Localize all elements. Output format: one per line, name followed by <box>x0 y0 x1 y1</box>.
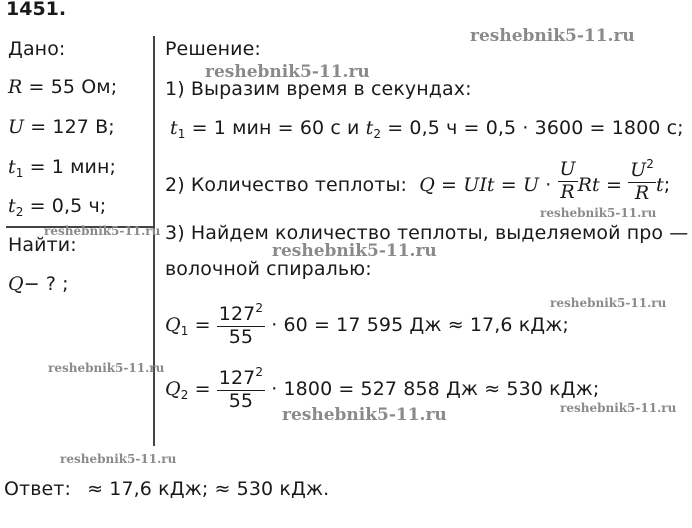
step2-line: 2) Количество теплоты: Q = UIt = U · $\frac{U}{R}$ Rt = $\frac{U^2}{R}$ t; <box>165 157 671 204</box>
problem-number: 1451. <box>6 0 67 20</box>
step3-text-line1: 3) Найдем количество теплоты, выделяемой про — <box>165 222 689 244</box>
watermark: reshebnik5-11.ru <box>44 224 161 238</box>
find-q: Q− ? ; <box>8 273 69 295</box>
watermark: reshebnik5-11.ru <box>470 26 635 46</box>
watermark: reshebnik5-11.ru <box>550 296 667 310</box>
find-header: Найти: <box>8 234 77 256</box>
watermark: reshebnik5-11.ru <box>60 452 177 466</box>
given-header: Дано: <box>8 38 66 60</box>
given-r: R = 55 Ом; <box>8 76 118 98</box>
watermark: reshebnik5-11.ru <box>282 405 447 425</box>
step3-text-line2: волочной спиралью: <box>165 258 372 280</box>
watermark: reshebnik5-11.ru <box>272 241 437 261</box>
vertical-divider <box>153 36 155 446</box>
solution-header: Решение: <box>165 38 261 60</box>
given-t1: $t_1 = 1$ мин; <box>8 156 117 180</box>
watermark: reshebnik5-11.ru <box>48 361 165 375</box>
watermark: reshebnik5-11.ru <box>205 62 370 82</box>
watermark: reshebnik5-11.ru <box>560 401 677 415</box>
answer-line: Ответ: ≈ 17,6 кДж; ≈ 530 кДж. <box>4 478 330 500</box>
watermark: reshebnik5-11.ru <box>540 206 657 220</box>
q2-formula: $Q_2$ = $\frac{127^2}{55}$ · 1800 = 527 858 Дж ≈ 530 кДж; <box>165 365 600 412</box>
q1-formula: $Q_1$ = $\frac{127^2}{55}$ · 60 = 17 595 Дж ≈ 17,6 кДж; <box>165 301 569 348</box>
given-t2: $t_2 = 0,5$ ч; <box>8 195 107 219</box>
step1-text: 1) Выразим время в секундах: <box>165 78 472 100</box>
step1-formula: $t_1 = 1$ мин = 60 с и $t_2 = 0,5$ ч = 0,5 · 3600 = 1800 с; <box>170 117 684 141</box>
given-u: U = 127 В; <box>8 116 115 138</box>
